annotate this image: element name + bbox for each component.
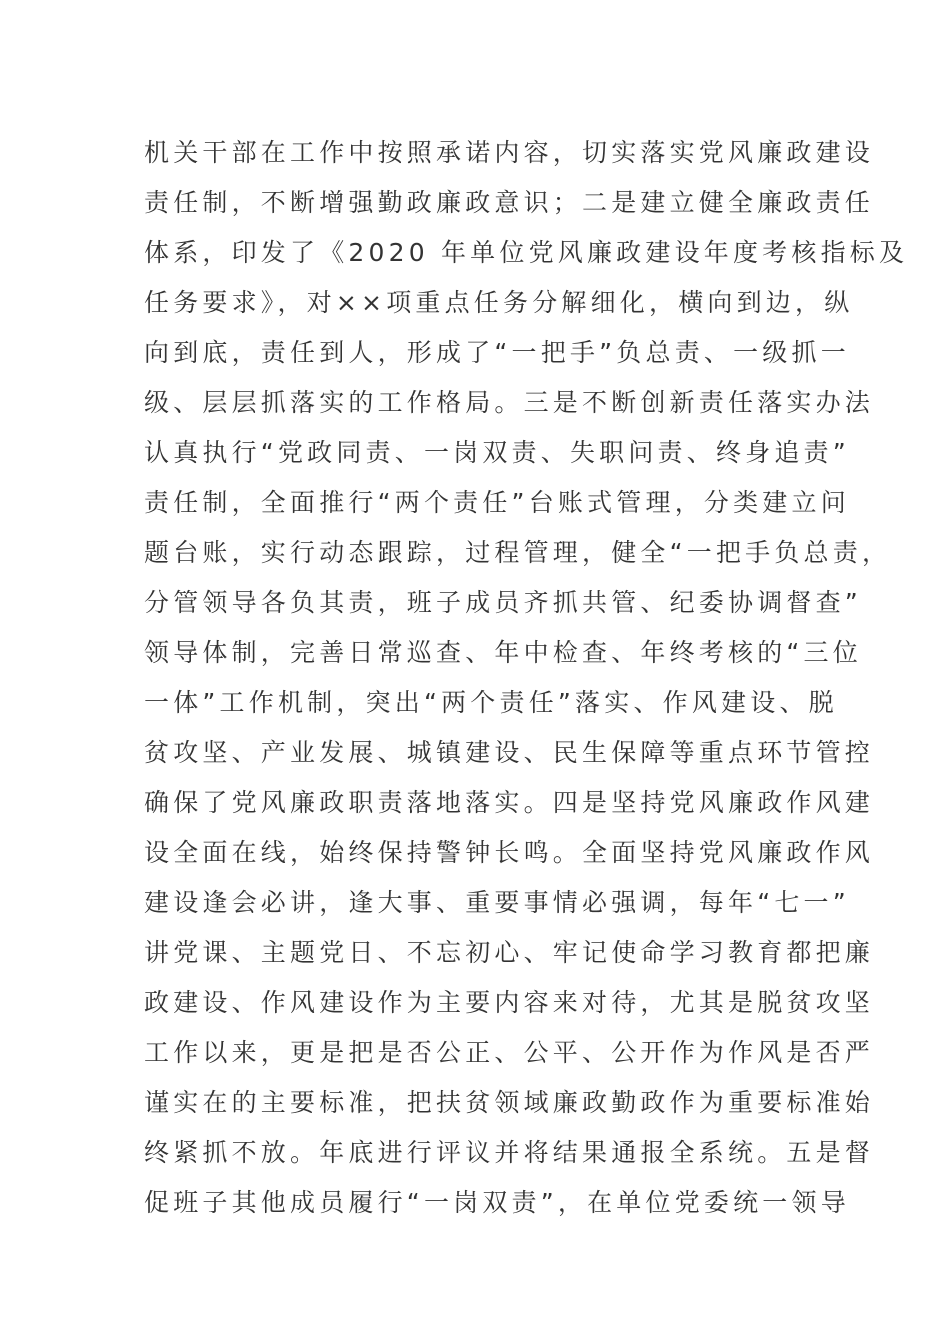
text-line: 认真执行“党政同责、一岗双责、失职问责、终身追责” [144,438,850,467]
text-line: 促班子其他成员履行“一岗双责”，在单位党委统一领导 [144,1188,850,1217]
text-line: 机关干部在工作中按照承诺内容，切实落实党风廉政建设 [144,138,875,167]
text-line: 任务要求》，对××项重点任务分解细化，横向到边，纵 [144,288,854,317]
text-line: 终紧抓不放。年底进行评议并将结果通报全系统。五是督 [144,1138,875,1167]
text-line: 建设逢会必讲，逢大事、重要事情必强调，每年“七一” [144,888,850,917]
text-line: 向到底，责任到人，形成了“一把手”负总责、一级抓一 [144,338,850,367]
text-line: 一体”工作机制，突出“两个责任”落实、作风建设、脱 [144,688,838,717]
text-line: 谨实在的主要标准，把扶贫领域廉政勤政作为重要标准始 [144,1088,875,1117]
text-line: 设全面在线，始终保持警钟长鸣。全面坚持党风廉政作风 [144,838,875,867]
text-line: 政建设、作风建设作为主要内容来对待，尤其是脱贫攻坚 [144,988,875,1017]
text-line: 工作以来，更是把是否公正、公平、公开作为作风是否严 [144,1038,875,1067]
text-line: 责任制，全面推行“两个责任”台账式管理，分类建立问 [144,488,850,517]
text-line: 题台账，实行动态跟踪，过程管理，健全“一把手负总责， [144,538,892,567]
text-line: 贫攻坚、产业发展、城镇建设、民生保障等重点环节管控 [144,738,875,767]
body-text [144,128,909,1228]
text-line: 讲党课、主题党日、不忘初心、牢记使命学习教育都把廉 [144,938,875,967]
text-line: 体系，印发了《2020 年单位党风廉政建设年度考核指标及 [144,238,909,267]
text-line: 确保了党风廉政职责落地落实。四是坚持党风廉政作风建 [144,788,875,817]
text-line: 级、层层抓落实的工作格局。三是不断创新责任落实办法 [144,388,875,417]
text-line: 领导体制，完善日常巡查、年中检查、年终考核的“三位 [144,638,862,667]
text-line: 责任制，不断增强勤政廉政意识；二是建立健全廉政责任 [144,188,875,217]
text-line: 分管领导各负其责，班子成员齐抓共管、纪委协调督查” [144,588,862,617]
